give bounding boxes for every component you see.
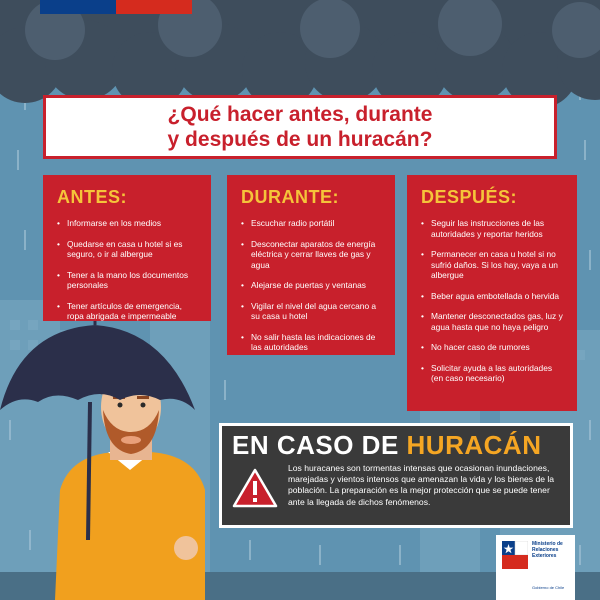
info-title-highlight: HURACÁN [406, 430, 542, 460]
card-despues [407, 175, 577, 411]
title-box [43, 95, 557, 159]
ministry-name: Ministerio de Relaciones Exteriores [532, 541, 563, 559]
card-durante [227, 175, 395, 355]
durante-heading: DURANTE: [241, 187, 339, 207]
info-box [219, 423, 573, 528]
card-antes [43, 175, 211, 321]
list-item: • No salir hasta las indicaciones de las autoridades [241, 332, 383, 353]
info-title-prefix: EN CASO DE [232, 430, 407, 460]
list-item: • No hacer caso de rumores [421, 342, 565, 353]
info-title [232, 430, 541, 461]
list-item: • Desconectar aparatos de energía eléctrica y cerrar llaves de gas y agua [241, 239, 383, 271]
flag-blue-segment [40, 0, 116, 14]
list-item: • Beber agua embotellada o hervida [421, 291, 565, 302]
despues-list [421, 218, 565, 384]
chile-logo-icon [502, 541, 528, 577]
title-line-2: y después de un huracán? [167, 128, 433, 151]
antes-list [57, 218, 199, 322]
list-item: • Vigilar el nivel del agua cercano a su casa u hotel [241, 301, 383, 322]
info-text: Los huracanes son tormentas intensas que ocasionan inundaciones, marejadas y vientos intensos que amenazan la vida y los bienes de la población. La preparación es la mejor protección que se puede tener ante la llegada de dichos fenómenos. [288, 463, 555, 507]
list-item: • Permanecer en casa u hotel si no sufrió daños. Si los hay, vaya a un albergue [421, 249, 565, 281]
chile-flag-bar [40, 0, 192, 14]
flag-red-segment [116, 0, 192, 14]
list-item: • Solicitar ayuda a las autoridades (en caso necesario) [421, 363, 565, 384]
government-name: Gobierno de Chile [532, 585, 565, 590]
list-item: • Mantener desconectados gas, luz y agua hasta que no haya peligro [421, 311, 565, 332]
government-logo [496, 535, 575, 600]
despues-heading: DESPUÉS: [421, 187, 518, 207]
title-line-1: ¿Qué hacer antes, durante [167, 103, 433, 126]
warning-triangle-icon [232, 468, 278, 508]
list-item: • Tener a la mano los documentos personales [57, 270, 199, 291]
list-item: • Quedarse en casa u hotel si es seguro, o ir al albergue [57, 239, 199, 260]
list-item: • Seguir las instrucciones de las autoridades y reportar heridos [421, 218, 565, 239]
list-item: • Alejarse de puertas y ventanas [241, 280, 383, 291]
list-item: • Tener artículos de emergencia, ropa abrigada e impermeable [57, 301, 199, 322]
antes-heading: ANTES: [57, 187, 127, 207]
list-item: • Informarse en los medios [57, 218, 199, 229]
durante-list [241, 218, 383, 353]
list-item: • Escuchar radio portátil [241, 218, 383, 229]
